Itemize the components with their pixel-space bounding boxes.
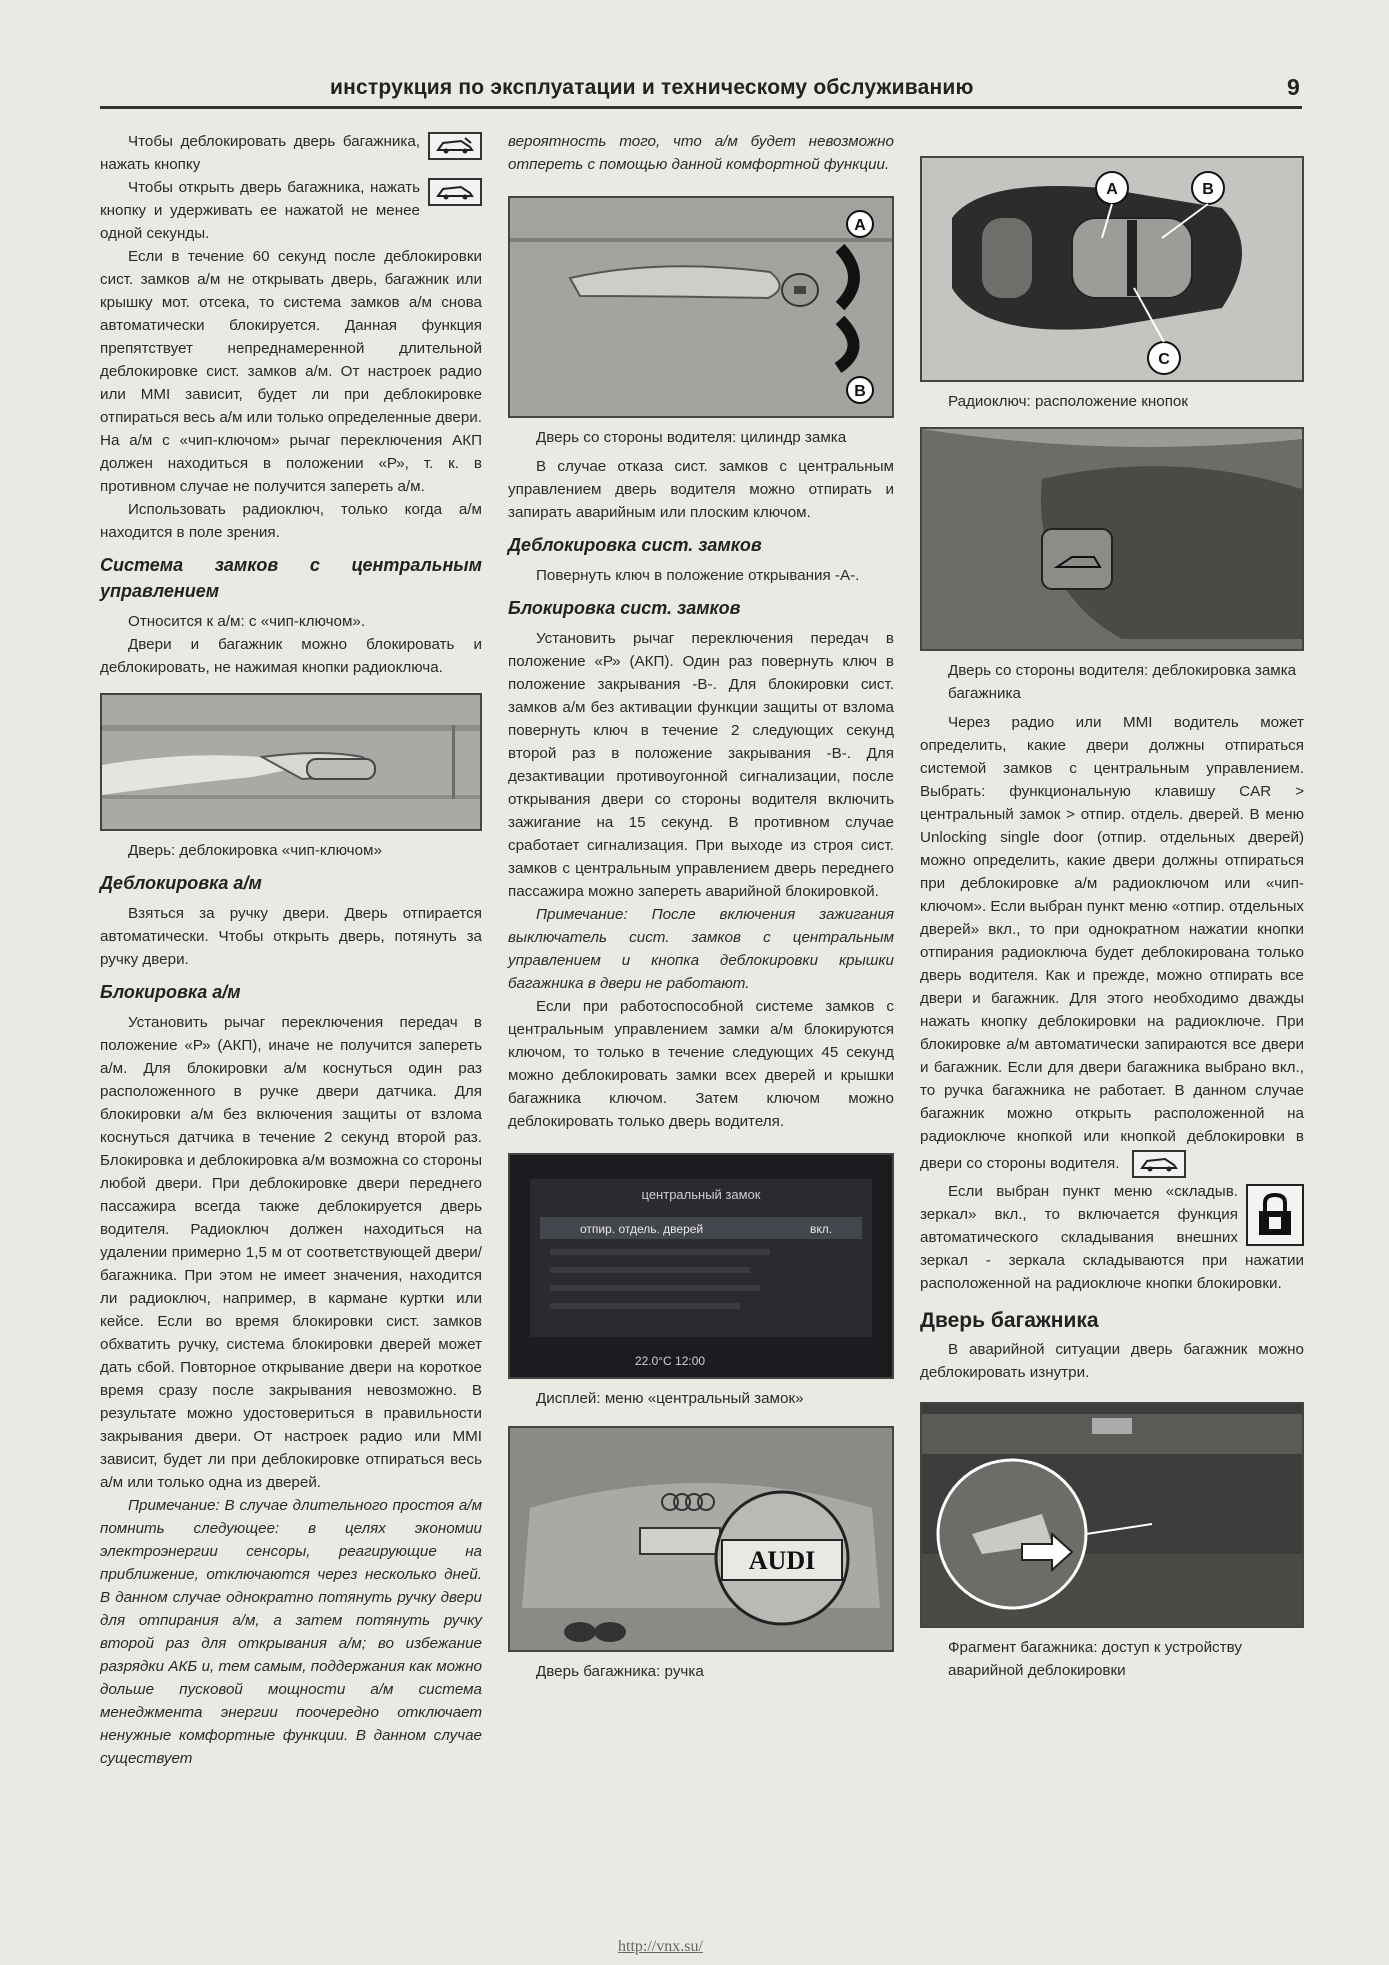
figure-caption: Фрагмент багажника: доступ к устройству аварийной деблокировки — [948, 1639, 1242, 1679]
paragraph: Чтобы деблокировать дверь багажника, нажать кнопку — [100, 130, 482, 176]
figure-trunk-release-button — [920, 427, 1304, 651]
paragraph: Повернуть ключ в положение открывания -А-. — [536, 567, 860, 584]
figure-trunk-fragment — [920, 1402, 1304, 1628]
paragraph: Если в течение 60 секунд после деблокировки сист. замков а/м не открывать дверь, багажник или крышку мот. отсека, то система замков а/м снова автоматически блокируется. Данная функция препятствует непреднамеренной длительной деблокировке сист. замков а/м. От настроек радио или MMI зависит, будет ли при деблокировке отпираться весь а/м или только определенные двери. На а/м с «чип-ключом» рычаг переключения АКП должен находиться в положении «Р», т. к. в противном случае не получится запереть а/м. — [100, 248, 482, 495]
figure-door-handle — [100, 693, 482, 831]
note-paragraph-continued: вероятность того, что а/м будет невозможно отпереть с помощью данной комфортной функции. — [508, 133, 894, 173]
section-heading: Деблокировка а/м — [100, 873, 262, 893]
paragraph: Если выбран пункт меню «складыв. зеркал» вкл., то включается функция автоматического складывания внешних зеркал - зеркала складываются при нажатии расположенной на радиоключе кнопки блокировки. — [920, 1183, 1304, 1292]
paragraph: Взяться за ручку двери. Дверь отпирается автоматически. Чтобы открыть дверь, потянуть за ручку двери. — [100, 905, 482, 968]
footer-url-link[interactable]: http://vnx.su/ — [618, 1938, 703, 1955]
page-header-title: инструкция по эксплуатации и техническому обслуживанию — [330, 76, 974, 99]
display-title: центральный замок — [641, 1187, 761, 1202]
column-left — [100, 130, 482, 1770]
section-heading: Система замков с центральным управлением — [100, 555, 482, 601]
paragraph: Чтобы открыть дверь багажника, нажать кнопку и удерживать ее нажатой не менее одной секунды. — [100, 176, 482, 245]
paragraph: В случае отказа сист. замков с центральным управлением дверь водителя можно отпирать и запирать аварийным или плоским ключом. — [508, 458, 894, 521]
display-menu-value: вкл. — [810, 1222, 833, 1236]
figure-remote-key — [920, 156, 1304, 382]
label-a: A — [854, 217, 866, 234]
label-c: C — [1158, 351, 1170, 368]
lock-icon — [1246, 1184, 1304, 1246]
figure-caption: Дверь багажника: ручка — [536, 1663, 704, 1680]
trunk-release-icon — [1132, 1150, 1186, 1178]
paragraph: В аварийной ситуации дверь багажник можно деблокировать изнутри. — [920, 1341, 1304, 1381]
paragraph: Относится к а/м: с «чип-ключом». — [128, 613, 366, 630]
page-number: 9 — [1287, 74, 1300, 100]
figure-door-lock-cylinder — [508, 196, 894, 418]
paragraph: Если при работоспособной системе замков с центральным управлением замки а/м блокируются ключом, то только в течение следующих 45 секунд можно деблокировать замки всех дверей и крышки багажника ключом. Затем ключом можно деблокировать только дверь водителя. — [508, 998, 894, 1130]
figure-mmi-display — [508, 1153, 894, 1379]
figure-caption: Дверь со стороны водителя: деблокировка замка багажника — [948, 662, 1297, 702]
license-plate-text: AUDI — [748, 1546, 816, 1575]
paragraph: Установить рычаг переключения передач в положение «Р» (АКП). Один раз повернуть ключ в положение закрывания -В-. Для блокировки сист. замков а/м без активации функции защиты от взлома повернуть ключ в течение 2 следующих секунд второй раз в положение закрывания -В-. Для дезактивации противоугонной сигнализации, после открывания двери со стороны водителя включить зажигание на 15 секунд. В противном случае сработает сигнализация. При выходе из строя сист. замков с центральным управлением дверь переднего пассажира можно запереть аварийной блокировкой. — [508, 630, 894, 900]
figure-caption: Радиоключ: расположение кнопок — [948, 393, 1189, 410]
section-heading: Деблокировка сист. замков — [508, 535, 762, 555]
label-b: B — [854, 383, 866, 400]
column-right — [920, 130, 1304, 1688]
display-menu-item: отпир. отдель. дверей — [580, 1222, 704, 1236]
figure-caption: Дисплей: меню «центральный замок» — [536, 1390, 804, 1407]
paragraph: Двери и багажник можно блокировать и деблокировать, не нажимая кнопки радиоключа. — [100, 636, 482, 676]
display-status: 22.0°C 12:00 — [634, 1354, 706, 1368]
trunk-unlock-icon — [428, 132, 482, 160]
figure-caption: Дверь со стороны водителя: цилиндр замка — [536, 429, 847, 446]
note-paragraph: Примечание: В случае длительного простоя а/м помнить следующее: в целях экономии электроэнергии сенсоры, реагирующие на приближение, отключаются через несколько дней. В данном случае однократно потянуть ручку двери для отпирания а/м, а затем потянуть ручку второй раз для открывания а/м; во избежание разрядки АКБ и, тем самым, поддержания как можно дольше пусковой мощности а/м система менеджмента энергии поочередно отключает ненужные комфортные функции. В данном случае существует — [100, 1497, 482, 1767]
column-middle — [508, 130, 894, 1689]
section-heading: Блокировка а/м — [100, 982, 241, 1002]
paragraph: Установить рычаг переключения передач в положение «Р» (АКП), иначе не получится запереть а/м. Для блокировки а/м коснуться один раз расположенного в ручке двери датчика. Для блокировки а/м без включения защиты от взлома коснуться датчика в течение 2 секунд второй раз. Блокировка и деблокировка а/м возможна со стороны любой двери. При деблокировке двери переднего пассажира всегда также деблокируется дверь водителя. Радиоключ должен находиться на удалении примерно 1,5 м от соответствующей двери/багажника. При этом не имеет значения, находится ли радиоключ, например, в кармане куртки или кейсе. Если во время блокировки сист. замков обхватить ручку, система блокировки дверей может дать сбой. Повторное открывание двери на короткое время сразу после закрывания невозможно. В результате можно удостовериться в правильности закрывания двери. От настроек радио или MMI зависит, будет ли при деблокировке отпираться весь а/м или только одна из дверей. — [100, 1014, 482, 1491]
label-b: B — [1202, 181, 1214, 198]
section-heading: Блокировка сист. замков — [508, 598, 741, 618]
paragraph: Через радио или MMI водитель может определить, какие двери должны отпираться системой замков с центральным управлением. Выбрать: функциональную клавишу CAR > центральный замок > отпир. отдель. дверей. В меню Unlocking single door (отпир. отдельных дверей) можно определить, какие двери должны отпираться при деблокировке а/м радиоключом или «чип-ключом». Если выбран пункт меню «отпир. отдельных дверей» вкл., то при однократном нажатии кнопки отпирания радиоключа будет деблокирована только дверь водителя. Как и прежде, можно отпирать все двери и багажник. Для этого необходимо дважды нажать кнопку деблокировки на радиоключе. При блокировке а/м автоматически запираются все двери и багажник. Если для двери багажника выбрано вкл., то ручка багажника не работает. В данном случае багажник можно открыть расположенной на радиоключе кнопкой или кнопкой деблокировки в двери со стороны водителя. — [920, 711, 1304, 1180]
figure-trunk-handle — [508, 1426, 894, 1652]
trunk-open-icon — [428, 178, 482, 206]
paragraph: Использовать радиоключ, только когда а/м находится в поле зрения. — [100, 501, 482, 541]
section-heading: Дверь багажника — [920, 1309, 1099, 1332]
header-divider — [100, 106, 1302, 109]
note-paragraph: Примечание: После включения зажигания выключатель сист. замков с центральным управлением и кнопка деблокировки крышки багажника в двери не работают. — [508, 906, 894, 992]
label-a: A — [1106, 181, 1118, 198]
figure-caption: Дверь: деблокировка «чип-ключом» — [128, 842, 382, 859]
